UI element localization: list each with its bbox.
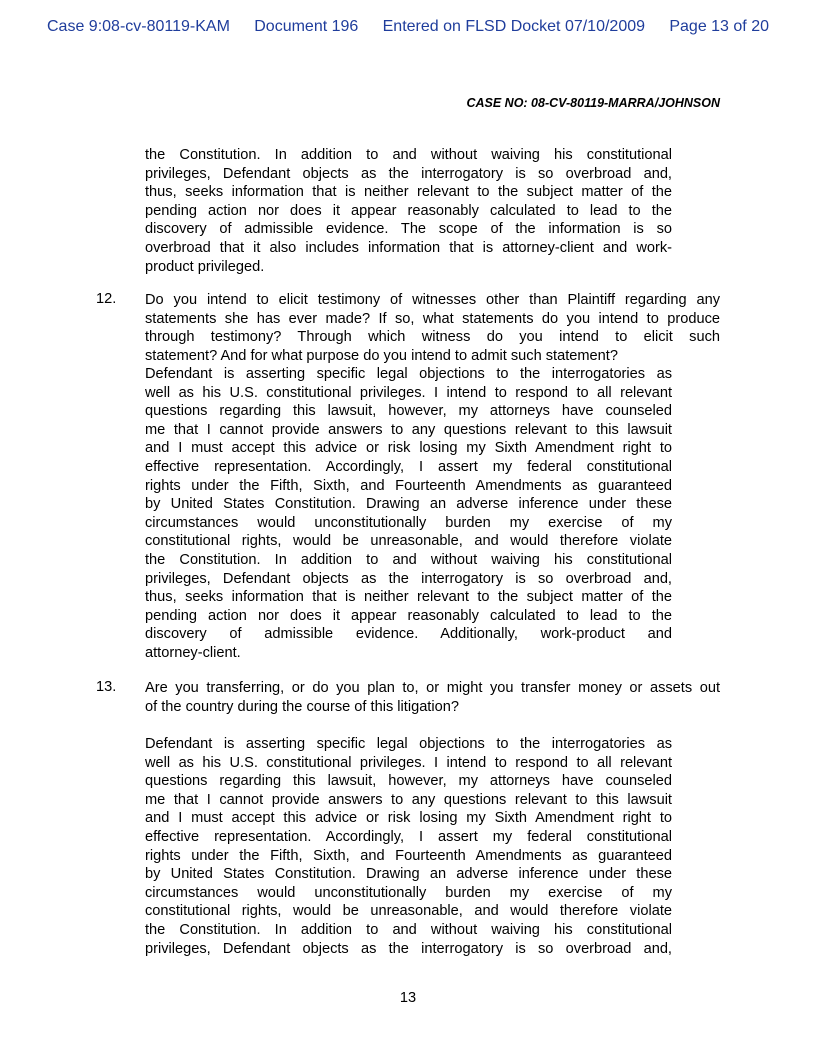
interrogatory-12: [145, 291, 720, 365]
text-line: privileges, Defendant objects as the interrogatory is so overbroad and,: [145, 570, 672, 587]
text-line: questions regarding this lawsuit, however, my attorneys have counseled: [145, 403, 672, 420]
text-line: pending action nor does it appear reasonably calculated to lead to the: [145, 202, 672, 219]
stamp-page: Page 13 of 20: [669, 18, 769, 35]
answer-12: [145, 365, 672, 663]
text-line: Defendant is asserting specific legal objections to the interrogatories as: [145, 366, 672, 382]
text-line: discovery of admissible evidence. Additionally, work-product and: [145, 626, 672, 643]
text-line: attorney-client.: [145, 644, 241, 661]
item-number-13: 13.: [96, 679, 117, 695]
stamp-case: Case 9:08-cv-80119-KAM: [47, 18, 230, 35]
docket-stamp: [47, 18, 769, 36]
item-number-12: 12.: [96, 291, 117, 307]
text-line: through testimony? Through which witness do you intend to elicit such: [145, 329, 720, 346]
text-line: Are you transferring, or do you plan to, or might you transfer money or assets out: [145, 680, 720, 696]
text-line: privileges, Defendant objects as the interrogatory is so overbroad and,: [145, 165, 672, 182]
text-line: product privileged.: [145, 258, 265, 275]
text-line: the Constitution. In addition to and without waiving his constitutional: [145, 921, 672, 938]
text-line: the Constitution. In addition to and without waiving his constitutional: [145, 147, 672, 163]
text-line: questions regarding this lawsuit, however, my attorneys have counseled: [145, 773, 672, 790]
text-line: privileges, Defendant objects as the interrogatory is so overbroad and,: [145, 940, 672, 957]
text-line: and I must accept this advice or risk losing my Sixth Amendment right to: [145, 810, 672, 827]
text-line: me that I cannot provide answers to any questions relevant to this lawsuit: [145, 791, 672, 808]
text-line: discovery of admissible evidence. The scope of the information is so: [145, 221, 672, 238]
text-line: circumstances would unconstitutionally burden my exercise of my: [145, 514, 672, 531]
text-line: circumstances would unconstitutionally burden my exercise of my: [145, 884, 672, 901]
text-line: the Constitution. In addition to and without waiving his constitutional: [145, 551, 672, 568]
text-line: of the country during the course of this litigation?: [145, 698, 459, 715]
text-line: overbroad that it also includes information that is attorney-client and work-: [145, 239, 672, 256]
page-number: 13: [399, 990, 417, 1006]
text-line: by United States Constitution. Drawing an adverse inference under these: [145, 496, 672, 513]
text-line: rights under the Fifth, Sixth, and Fourteenth Amendments as guaranteed: [145, 477, 672, 494]
text-line: Do you intend to elicit testimony of witnesses other than Plaintiff regarding any: [145, 292, 720, 308]
text-line: thus, seeks information that is neither relevant to the subject matter of the: [145, 184, 672, 201]
text-line: Defendant is asserting specific legal objections to the interrogatories as: [145, 736, 672, 752]
text-line: thus, seeks information that is neither relevant to the subject matter of the: [145, 589, 672, 606]
text-line: constitutional rights, would be unreasonable, and would therefore violate: [145, 903, 672, 920]
text-line: by United States Constitution. Drawing an adverse inference under these: [145, 866, 672, 883]
text-line: me that I cannot provide answers to any questions relevant to this lawsuit: [145, 421, 672, 438]
text-line: effective representation. Accordingly, I assert my federal constitutional: [145, 458, 672, 475]
text-line: pending action nor does it appear reasonably calculated to lead to the: [145, 607, 672, 624]
text-line: effective representation. Accordingly, I assert my federal constitutional: [145, 828, 672, 845]
text-line: rights under the Fifth, Sixth, and Fourteenth Amendments as guaranteed: [145, 847, 672, 864]
case-number-header: CASE NO: 08-CV-80119-MARRA/JOHNSON: [466, 96, 720, 110]
answer-13: [145, 735, 672, 958]
text-line: statement? And for what purpose do you intend to admit such statement?: [145, 347, 618, 364]
interrogatory-13: [145, 679, 720, 716]
stamp-entered: Entered on FLSD Docket 07/10/2009: [382, 18, 646, 35]
continued-answer: [145, 146, 672, 276]
text-line: and I must accept this advice or risk losing my Sixth Amendment right to: [145, 440, 672, 457]
text-line: constitutional rights, would be unreasonable, and would therefore violate: [145, 533, 672, 550]
text-line: well as his U.S. constitutional privileges. I intend to respond to all relevant: [145, 754, 672, 771]
text-line: well as his U.S. constitutional privileges. I intend to respond to all relevant: [145, 384, 672, 401]
text-line: statements she has ever made? If so, what statements do you intend to produce: [145, 310, 720, 327]
stamp-document: Document 196: [254, 18, 359, 35]
